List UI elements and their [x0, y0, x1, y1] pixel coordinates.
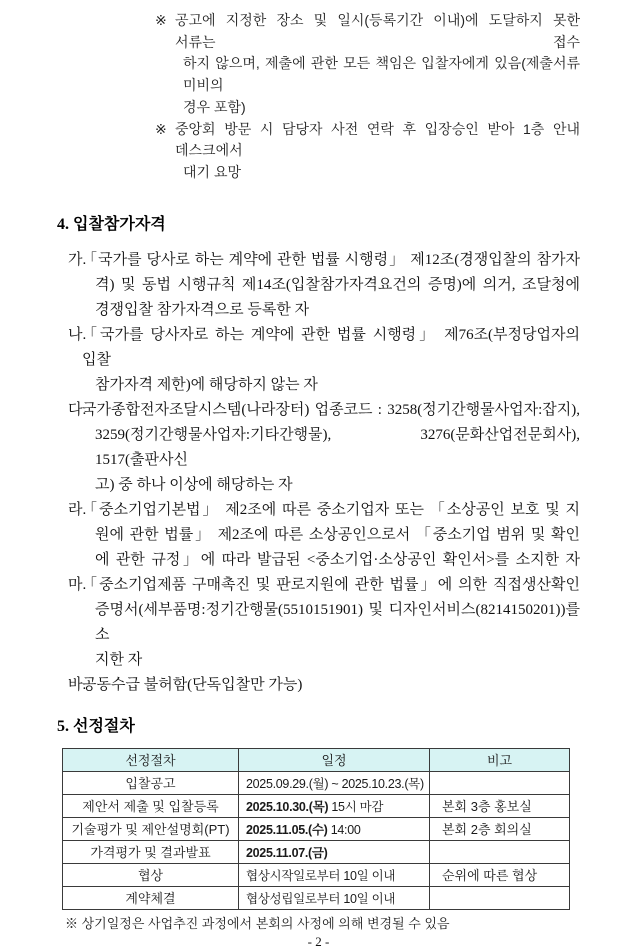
top-notes-block	[155, 10, 580, 184]
list-item-text	[82, 673, 580, 698]
item-line: 경쟁입찰 참가자격으로 등록한 자	[95, 301, 310, 318]
table-row	[63, 840, 570, 863]
table-row	[63, 863, 570, 886]
item-line: 「국가를 당사자로 하는 계약에 관한 법률 시행령」 제76조(부정당업자의 입찰	[82, 326, 580, 368]
list-item	[68, 248, 580, 323]
list-item	[68, 673, 580, 698]
item-line: 증명서(세부품명:정기간행물(5510151901) 및 디자인서비스(8214150201))를 소	[95, 601, 580, 643]
table-row	[63, 886, 570, 909]
selection-procedure-table	[62, 748, 570, 910]
table-footnote: ※ 상기일정은 사업추진 과정에서 본회의 사정에 의해 변경될 수 있음	[65, 915, 450, 931]
item-line: 「중소기업제품 구매촉진 및 판로지원에 관한 법률」에 의한 직접생산확인	[82, 576, 580, 593]
list-item-label: 바.	[68, 676, 87, 693]
page-number: - 2 -	[307, 933, 330, 949]
reference-mark-icon: ※	[155, 12, 167, 28]
item-line: 공동수급 불허함(단독입찰만 가능)	[82, 676, 303, 693]
cell-note: 본회 3층 홍보실	[430, 794, 570, 817]
note-item	[155, 10, 580, 119]
note-line: 중앙회 방문 시 담당자 사전 연락 후 입장승인 받아 1층 안내 데스크에서	[175, 120, 580, 159]
item-line: 에 관한 규정」에 따라 발급된 <중소기업·소상공인 확인서>를 소지한 자	[95, 551, 580, 568]
schedule-date: 2025.11.07.(금)	[246, 845, 328, 860]
note-line: 공고에 지정한 장소 및 일시(등록기간 이내)에 도달하지 못한 서류는 접수	[175, 12, 580, 50]
list-item	[68, 573, 580, 673]
schedule-date: 2025.11.05.(수)	[246, 822, 328, 837]
note-text	[175, 10, 580, 119]
cell-procedure: 협상	[63, 863, 239, 886]
schedule-text: 협상시작일로부터 10일 이내	[246, 868, 396, 883]
cell-procedure: 기술평가 및 제안설명회(PT)	[63, 817, 239, 840]
note-line: 대기 요망	[183, 163, 241, 180]
col-header-schedule: 일정	[239, 748, 430, 771]
cell-procedure: 계약체결	[63, 886, 239, 909]
cell-schedule	[239, 794, 430, 817]
schedule-text: 2025.09.29.(월) ~ 2025.10.23.(목)	[246, 776, 424, 791]
cell-note	[430, 886, 570, 909]
schedule-text: 협상성립일로부터 10일 이내	[246, 891, 396, 906]
list-item-text	[82, 498, 580, 573]
item-line: 고) 중 하나 이상에 해당하는 자	[95, 476, 293, 493]
col-header-note: 비고	[430, 748, 570, 771]
cell-note: 본회 2층 회의실	[430, 817, 570, 840]
note-text	[175, 119, 580, 184]
table-header-row	[63, 748, 570, 771]
table-row	[63, 817, 570, 840]
cell-schedule	[239, 840, 430, 863]
list-item-text	[82, 398, 580, 498]
section-5-heading: 5. 선정절차	[57, 717, 135, 735]
list-item-text	[82, 248, 580, 323]
note-line: 경우 포함)	[183, 98, 246, 115]
table-row	[63, 794, 570, 817]
item-line: 지한 자	[95, 651, 143, 668]
section-4-items	[57, 248, 580, 698]
item-line: 참가자격 제한)에 해당하지 않는 자	[95, 376, 318, 393]
cell-schedule	[239, 863, 430, 886]
schedule-date: 2025.10.30.(목)	[246, 799, 329, 814]
list-item	[68, 323, 580, 398]
cell-procedure: 제안서 제출 및 입찰등록	[63, 794, 239, 817]
item-line: 국가종합전자조달시스템(나라장터) 업종코드 : 3258(정기간행물사업자:잡지),	[82, 401, 580, 418]
list-item-label: 마.	[68, 576, 87, 593]
section-4-heading: 4. 입찰참가자격	[57, 215, 166, 233]
cell-procedure: 입찰공고	[63, 771, 239, 794]
list-item	[68, 398, 580, 498]
col-header-procedure: 선정절차	[63, 748, 239, 771]
cell-schedule	[239, 817, 430, 840]
list-item-label: 나.	[68, 326, 87, 343]
list-item-text	[82, 573, 580, 673]
schedule-text: 14:00	[327, 822, 361, 837]
item-line: 「국가를 당사로 하는 계약에 관한 법률 시행령」 제12조(경쟁입찰의 참가자	[82, 251, 580, 268]
item-line: 3259(정기간행물사업자:기타간행물), 3276(문화산업전문회사), 1517(출판사신	[95, 426, 580, 468]
cell-note	[430, 840, 570, 863]
item-line: 격) 및 동법 시행규칙 제14조(입찰참가자격요건의 증명)에 의거, 조달청에	[95, 276, 580, 293]
table-row	[63, 771, 570, 794]
list-item-label: 가.	[68, 251, 87, 268]
list-item-text	[82, 323, 580, 398]
item-line: 「중소기업기본법」 제2조에 따른 중소기업자 또는 「소상공인 보호 및 지	[82, 501, 580, 518]
list-item	[68, 498, 580, 573]
cell-note: 순위에 따른 협상	[430, 863, 570, 886]
list-item-label: 라.	[68, 501, 87, 518]
cell-schedule	[239, 771, 430, 794]
cell-note	[430, 771, 570, 794]
list-item-label: 다.	[68, 401, 87, 418]
note-item	[155, 119, 580, 184]
cell-procedure: 가격평가 및 결과발표	[63, 840, 239, 863]
reference-mark-icon: ※	[155, 120, 167, 137]
schedule-text: 15시 마감	[328, 799, 384, 814]
cell-schedule	[239, 886, 430, 909]
item-line: 원에 관한 법률」 제2조에 따른 소상공인으로서 「중소기업 범위 및 확인	[95, 526, 580, 543]
note-line: 하지 않으며, 제출에 관한 모든 책임은 입찰자에게 있음(제출서류 미비의	[183, 55, 580, 94]
